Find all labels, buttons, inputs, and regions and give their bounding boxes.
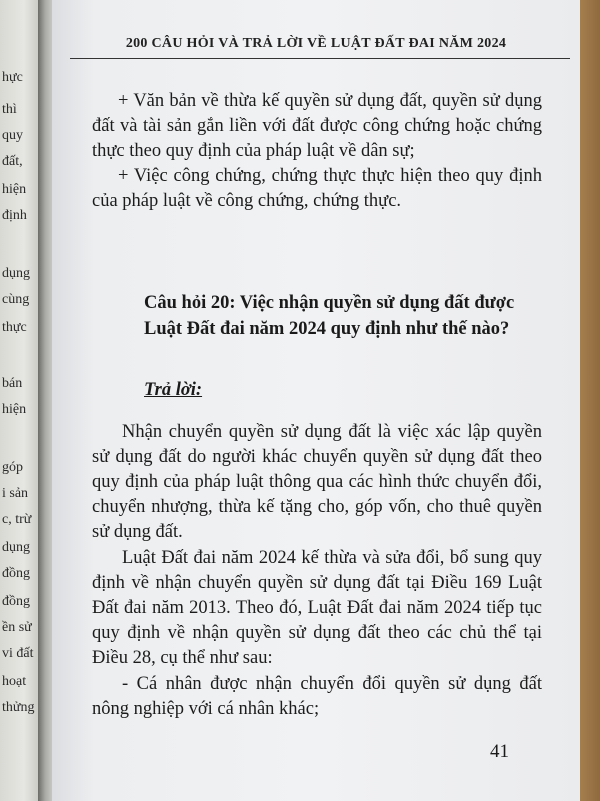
answer-label: Trả lời: [144,380,203,400]
left-fragment: hiện [2,402,27,417]
left-fragment: đồng [2,566,30,581]
left-fragment: quy [2,128,23,143]
left-fragment: cùng [2,292,30,307]
left-fragment: dụng [2,266,30,281]
left-fragment: bán [2,376,23,391]
page-number: 41 [490,741,509,762]
left-fragment: thửng [2,700,35,715]
paragraph-definition: Nhận chuyển quyền sử dụng đất là việc xác lập quyền sử dụng đất do người khác chuyển quyền sử dụng đất theo quy định của pháp luật thông qua các hình thức chuyển đổi, chuyển nhượng, thừa kế tặng cho, góp vốn, cho thuê quyền sử dụng đất. [92,422,542,542]
question-heading: Câu hỏi 20: Việc nhận quyền sử dụng đất được Luật Đất đai năm 2024 quy định như thế nào? [144,293,515,339]
left-fragment: định [2,208,27,223]
left-fragment: góp [2,460,23,475]
paragraph-law-2024: Luật Đất đai năm 2024 kế thừa và sửa đổi, bổ sung quy định về nhận chuyển quyền sử dụng đất tại Điều 169 Luật Đất đai năm 2013. Theo đó, Luật Đất đai năm 2024 tiếp tục quy định về nhận quyền sử dụng đất theo các chủ thể tại Điều 28, cụ thể như sau: [92,548,542,668]
left-fragment: thì [2,102,17,117]
header-rule [70,58,570,59]
left-fragment: hiện [2,182,27,197]
paragraph-inheritance-documents: + Văn bản về thừa kế quyền sử dụng đất, quyền sử dụng đất và tài sản gắn liền với đất được công chứng hoặc chứng thực theo quy định của pháp luật về dân sự; [92,91,542,161]
previous-page-edge [0,0,40,801]
left-fragment: đồng [2,594,30,609]
left-fragment: hoạt [2,674,27,689]
book-page [52,0,580,801]
paragraph-notarization: + Việc công chứng, chứng thực thực hiện theo quy định của pháp luật về công chứng, chứng thực. [92,166,542,211]
left-fragment: dụng [2,540,30,555]
left-fragment: đất, [2,154,23,169]
left-fragment: c, trừ [2,512,32,527]
paragraph-individual: - Cá nhân được nhận chuyển đổi quyền sử dụng đất nông nghiệp với cá nhân khác; [92,674,542,719]
left-fragment: i sản [2,486,29,501]
table-background [578,0,600,801]
left-fragment: thực [2,320,27,335]
left-fragment: hực [2,70,23,85]
left-fragment: ền sử [2,620,32,635]
left-fragment: vi đất [2,646,34,661]
running-header: 200 CÂU HỎI VÀ TRẢ LỜI VỀ LUẬT ĐẤT ĐAI NĂM 2024 [125,36,507,51]
